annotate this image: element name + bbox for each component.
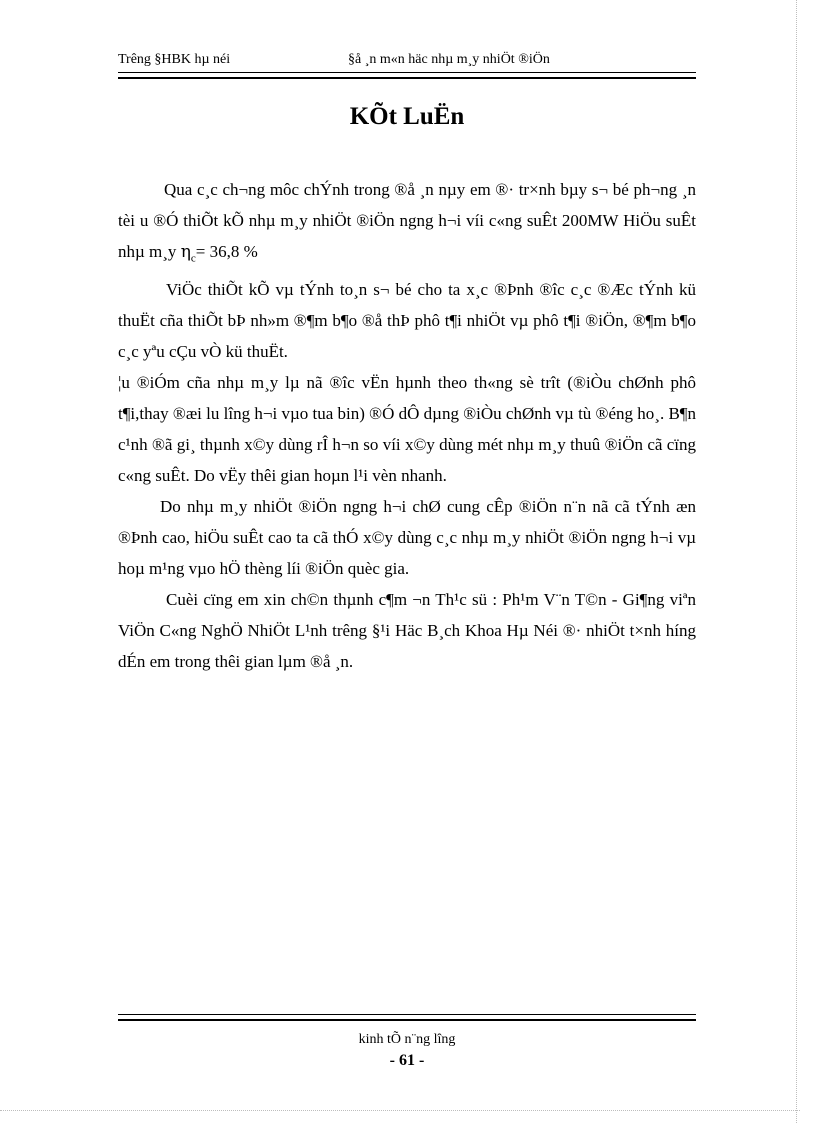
header-divider [118, 72, 696, 79]
header-document-title: §å ¸n m«n häc nhµ m¸y nhiÖt ®iÖn [348, 52, 550, 67]
page-edge-bottom [0, 1110, 800, 1112]
paragraph-1-text: Qua c¸c ch¬ng môc chÝnh trong ®å ¸n nµy em ®· tr×nh bµy s¬ bé ph¬ng ¸n tèi u ®Ó thiÕt kÕ nhµ m¸y nhiÖt ®iÖn ngng h¬i víi c«ng suÊt 200MW HiÖu suÊt nhµ m¸y [118, 180, 696, 261]
header-school: Trêng §HBK hµ néi [118, 52, 231, 67]
efficiency-value: = 36,8 % [195, 242, 258, 261]
page-number: - 61 - [389, 1052, 425, 1069]
eta-symbol: η [180, 242, 191, 262]
footer-divider [118, 1014, 696, 1021]
paragraph-4: Do nhµ m¸y nhiÖt ®iÖn ngng h¬i chØ cung cÊp ®iÖn n¨n nã cã tÝnh æn ®Þnh cao, hiÖu suÊt cao ta cã thÓ x©y dùng c¸c nhµ m¸y nhiÖt ®iÖn ngng h¬i vµ hoµ m¹ng vµo hÖ thèng líi ®iÖn quèc gia. [118, 497, 696, 579]
document-body [118, 174, 696, 677]
paragraph-1 [118, 174, 696, 274]
footer-author: kinh tÕ n¨ng lîng [358, 1032, 456, 1047]
page-title: KÕt LuËn [349, 103, 465, 130]
paragraph-2: ViÖc thiÕt kÕ vµ tÝnh to¸n s¬ bé cho ta x¸c ®Þnh ®îc c¸c ®Æc tÝnh kü thuËt cña thiÕt bÞ nh»m ®¶m b¶o ®å thÞ phô t¶i nhiÖt vµ phô t¶i ®iÖn, ®¶m b¶o c¸c yªu cÇu vÒ kü thuËt. [118, 280, 696, 362]
eta-subscript: c [190, 252, 196, 265]
paragraph-5: Cuèi cïng em xin ch©n thµnh c¶m ¬n Th¹c sü : Ph¹m V¨n T©n - Gi¶ng viªn ViÖn C«ng NghÖ NhiÖt L¹nh trêng §¹i Häc B¸ch Khoa Hµ Néi ®· nhiÖt t×nh híng dÉn em trong thêi gian lµm ®å ¸n. [118, 590, 696, 672]
page-edge-right [796, 0, 798, 1123]
paragraph-3: ¦u ®iÓm cña nhµ m¸y lµ nã ®îc vËn hµnh theo th«ng sè trît (®iÒu chØnh phô t¶i,thay ®æi lu lîng h¬i vµo tua bin) ®Ó dÔ dµng ®iÒu chØnh vµ tù ®éng ho¸. B¶n c¹nh ®ã gi¸ thµnh x©y dùng rÎ h¬n so víi x©y dùng mét nhµ m¸y thuû ®iÖn cã cïng c«ng suÊt. Do vËy thêi gian hoµn l¹i vèn nhanh. [118, 373, 696, 486]
